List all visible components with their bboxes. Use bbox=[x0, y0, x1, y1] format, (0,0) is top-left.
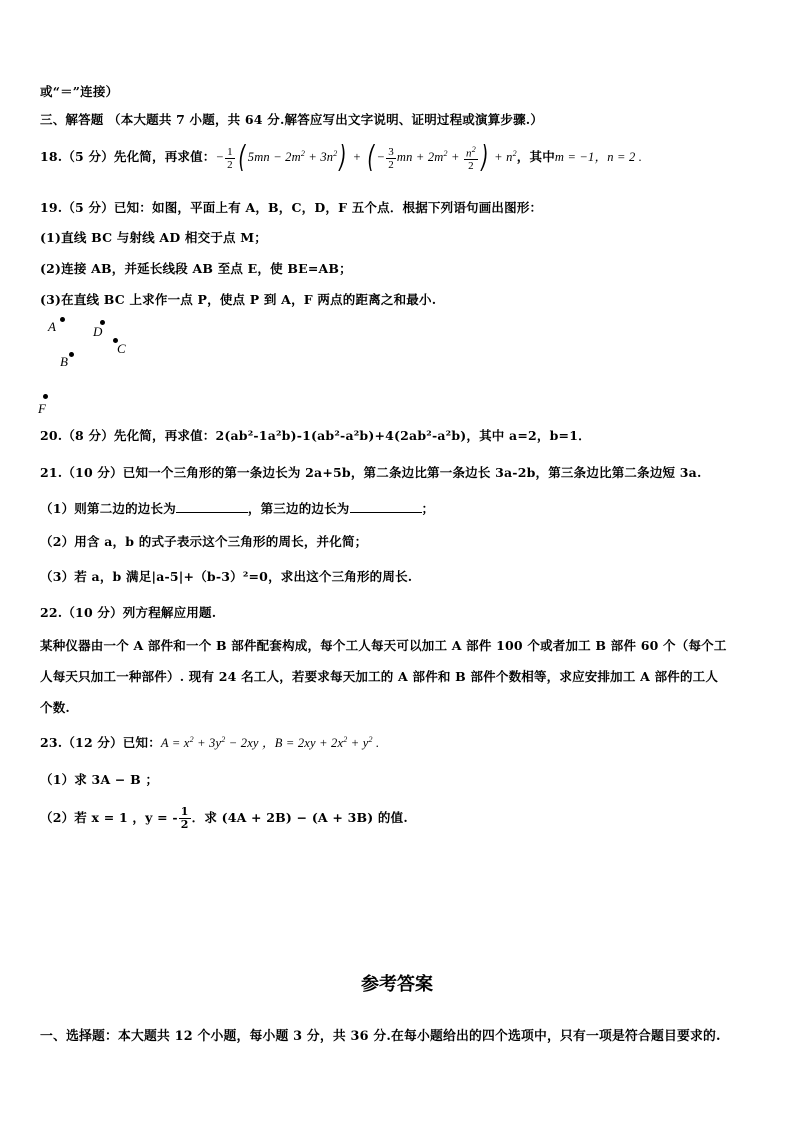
answers-section-1: 一、选择题：本大题共 12 个小题，每小题 3 分，共 36 分.在每小题给出的四个选项中，只有一项是符合题目要求的. bbox=[40, 1029, 721, 1044]
question-23-part-2 bbox=[40, 806, 754, 831]
q23-definition: $A = x^2 + 3y^2 - 2xy$ ，$B = 2xy + 2x^2 + y^2$ . bbox=[160, 734, 380, 750]
q23-p2-a: （2）若 x = 1 ，y = - bbox=[40, 810, 178, 825]
question-18 bbox=[40, 140, 754, 175]
question-23-intro bbox=[40, 733, 754, 751]
question-19-step-3: (3)在直线 BC 上求作一点 P，使点 P 到 A，F 两点的距离之和最小. bbox=[40, 292, 437, 307]
question-22-intro: 22.（10 分）列方程解应用题. bbox=[40, 605, 217, 620]
point-a-label: A bbox=[48, 319, 56, 334]
answers-title: 参考答案 bbox=[361, 974, 433, 995]
question-22-line-1: 某种仪器由一个 A 部件和一个 B 部件配套构成，每个工人每天可以加工 A 部件 100 个或者加工 B 部件 60 个（每个工 bbox=[40, 638, 727, 653]
q21-p1-a: （1）则第二边的边长为 bbox=[40, 501, 176, 516]
q21-p1-c: ； bbox=[421, 501, 435, 516]
question-19-step-1: (1)直线 BC 与射线 AD 相交于点 M； bbox=[40, 230, 268, 245]
header-line: 或“＝”连接） bbox=[40, 84, 119, 99]
q23-label: 23.（12 分）已知： bbox=[40, 735, 161, 750]
q23-p2-b: ．求 (4A + 2B) − (A + 3B) 的值. bbox=[191, 810, 408, 825]
question-21-part-3: （3）若 a，b 满足|a-5|+（b-3）²=0，求出这个三角形的周长. bbox=[40, 569, 413, 584]
question-19-step-2: (2)连接 AB，并延长线段 AB 至点 E，使 BE=AB； bbox=[40, 261, 352, 276]
q18-condition: m = −1，n = 2 . bbox=[554, 149, 643, 164]
question-19-intro: 19.（5 分）已知：如图，平面上有 A，B，C，D，F 五个点．根据下列语句画出图形： bbox=[40, 200, 543, 215]
answer-blank-1 bbox=[176, 500, 248, 513]
question-22-line-3: 个数. bbox=[40, 700, 70, 715]
question-21-intro: 21.（10 分）已知一个三角形的第一条边长为 2a+5b，第二条边比第一条边长 3a-2b，第三条边比第二条边短 3a. bbox=[40, 465, 702, 480]
q23-fraction: $\frac{1}{2}$ bbox=[180, 805, 189, 831]
point-a bbox=[60, 317, 65, 322]
question-21-part-2: （2）用含 a，b 的式子表示这个三角形的周长，并化简； bbox=[40, 534, 368, 549]
q18-label: 18.（5 分）先化简，再求值： bbox=[40, 148, 216, 164]
q18-tail: ，其中 bbox=[516, 148, 555, 164]
question-20: 20.（8 分）先化简，再求值：2(ab²-1a²b)-1(ab²-a²b)+4(2ab²-a²b)，其中 a=2，b=1． bbox=[40, 428, 591, 443]
answer-blank-2 bbox=[350, 500, 422, 513]
point-b-label: B bbox=[60, 354, 68, 369]
q18-expression: − $\frac{1}{2}$ ( $5mn - 2m^2 + 3n^2$) + ( − $\frac{3}{2}$ mn + $2m^2$ + $\frac{n^2}{2}$ ) + $n^2$ bbox=[215, 140, 517, 175]
q21-p1-b: ，第三边的边长为 bbox=[247, 501, 350, 516]
question-23-part-1: （1）求 3A − B ； bbox=[40, 772, 159, 787]
question-21-part-1 bbox=[40, 499, 754, 517]
section-3-heading: 三、解答题 （本大题共 7 小题，共 64 分.解答应写出文字说明、证明过程或演算步骤.） bbox=[40, 112, 544, 127]
point-f bbox=[43, 394, 48, 399]
point-f-label: F bbox=[38, 401, 46, 416]
point-d-label: D bbox=[93, 324, 103, 339]
question-22-line-2: 人每天只加工一种部件）. 现有 24 名工人，若要求每天加工的 A 部件和 B 部件个数相等，求应安排加工 A 部件的工人 bbox=[40, 669, 719, 684]
point-b bbox=[69, 352, 74, 357]
point-c-label: C bbox=[117, 341, 126, 356]
